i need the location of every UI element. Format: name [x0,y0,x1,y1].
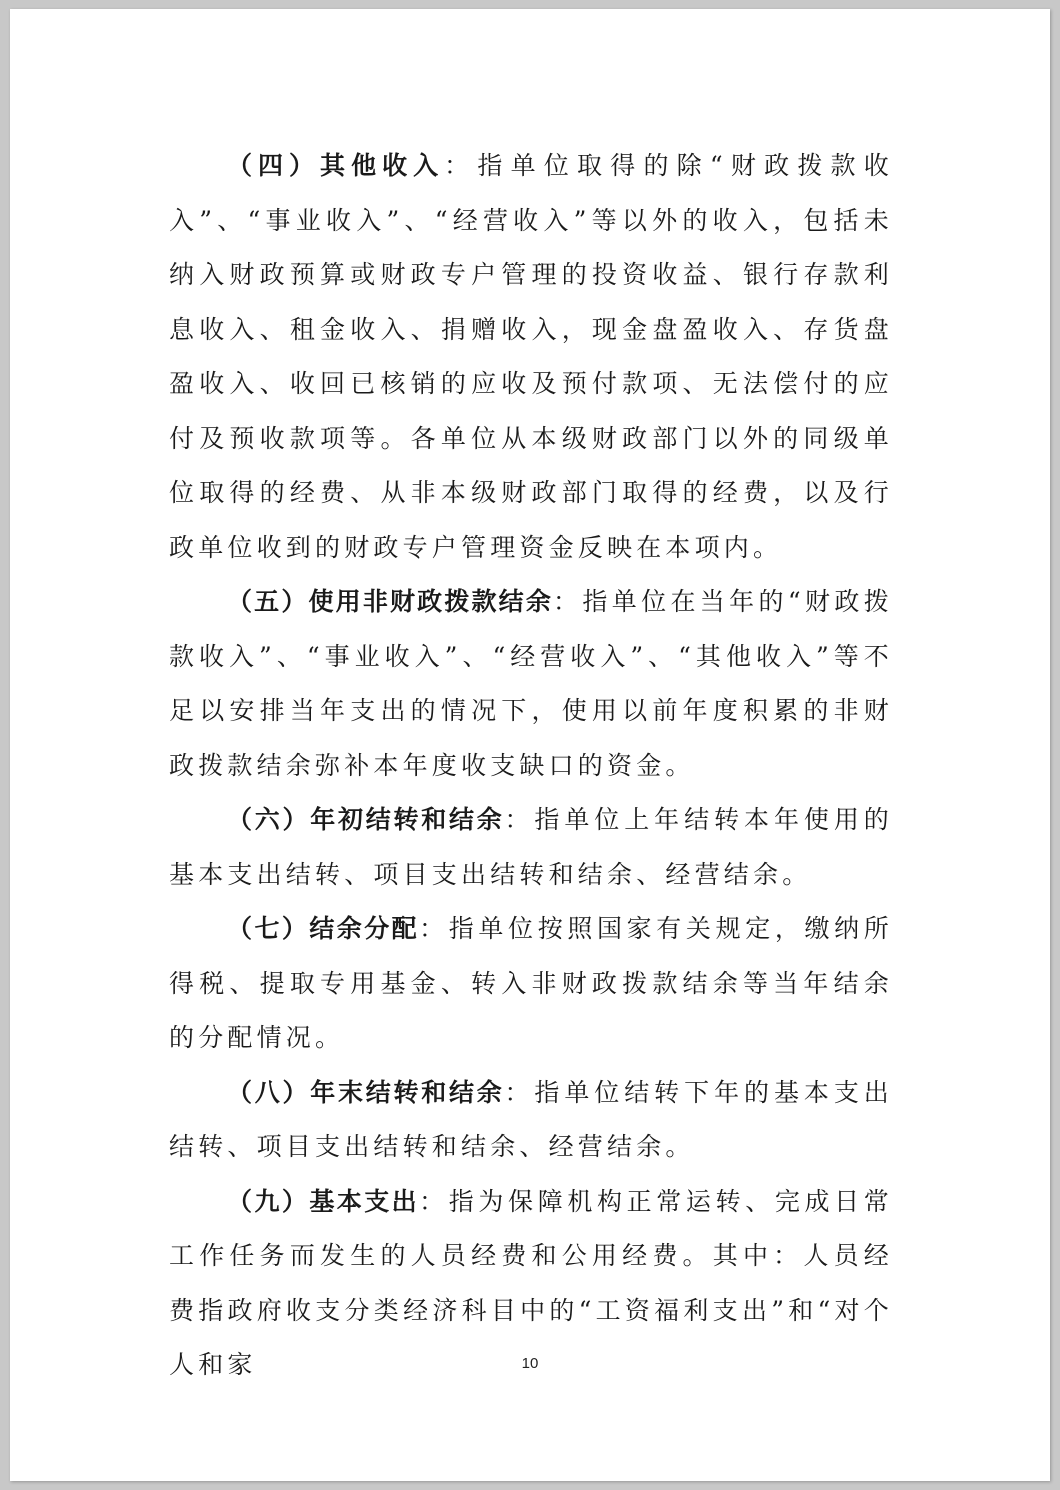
term-closing-carryover: （八）年末结转和结余 [227,1077,505,1107]
paragraph-opening-carryover [169,793,893,902]
document-body [169,139,893,1393]
paragraph-closing-carryover [169,1066,893,1175]
term-other-income: （四）其他收入 [227,151,445,180]
paragraph-other-income [169,139,893,575]
definition-closing-carryover: ：指单位结转下年的基本支出结转、项目支出结转和结余、经营结余。 [169,1077,893,1161]
term-surplus-distribution: （七）结余分配 [227,914,420,943]
paragraph-non-fiscal-balance [169,575,893,793]
definition-non-fiscal-balance: ：指单位在当年的“财政拨款收入”、“事业收入”、“经营收入”、“其他收入”等不足以安排当年支出的情况下，使用以前年度积累的非财政拨款结余弥补本年度收支缺口的资金。 [169,587,893,780]
definition-other-income: ：指单位取得的除“财政拨款收入”、“事业收入”、“经营收入”等以外的收入，包括未纳入财政预算或财政专户管理的投资收益、银行存款利息收入、租金收入、捐赠收入，现金盘盈收入、存货盘盈收入、收回已核销的应收及预付款项、无法偿付的应付及预收款项等。各单位从本级财政部门以外的同级单位取得的经费、从非本级财政部门取得的经费，以及行政单位收到的财政专户管理资金反映在本项内。 [169,151,893,562]
definition-basic-expenditure: ：指为保障机构正常运转、完成日常工作任务而发生的人员经费和公用经费。其中：人员经费指政府收支分类经济科目中的“工资福利支出”和“对个人和家 [169,1186,893,1379]
page-number: 10 [521,1355,539,1372]
term-opening-carryover: （六）年初结转和结余 [227,805,505,834]
paragraph-surplus-distribution [169,902,893,1066]
term-non-fiscal-balance: （五）使用非财政拨款结余 [227,587,553,616]
document-page [10,9,1050,1481]
definition-surplus-distribution: ：指单位按照国家有关规定，缴纳所得税、提取专用基金、转入非财政拨款结余等当年结余的分配情况。 [169,914,893,1052]
definition-opening-carryover: ：指单位上年结转本年使用的基本支出结转、项目支出结转和结余、经营结余。 [169,805,893,889]
term-basic-expenditure: （九）基本支出 [227,1186,420,1216]
